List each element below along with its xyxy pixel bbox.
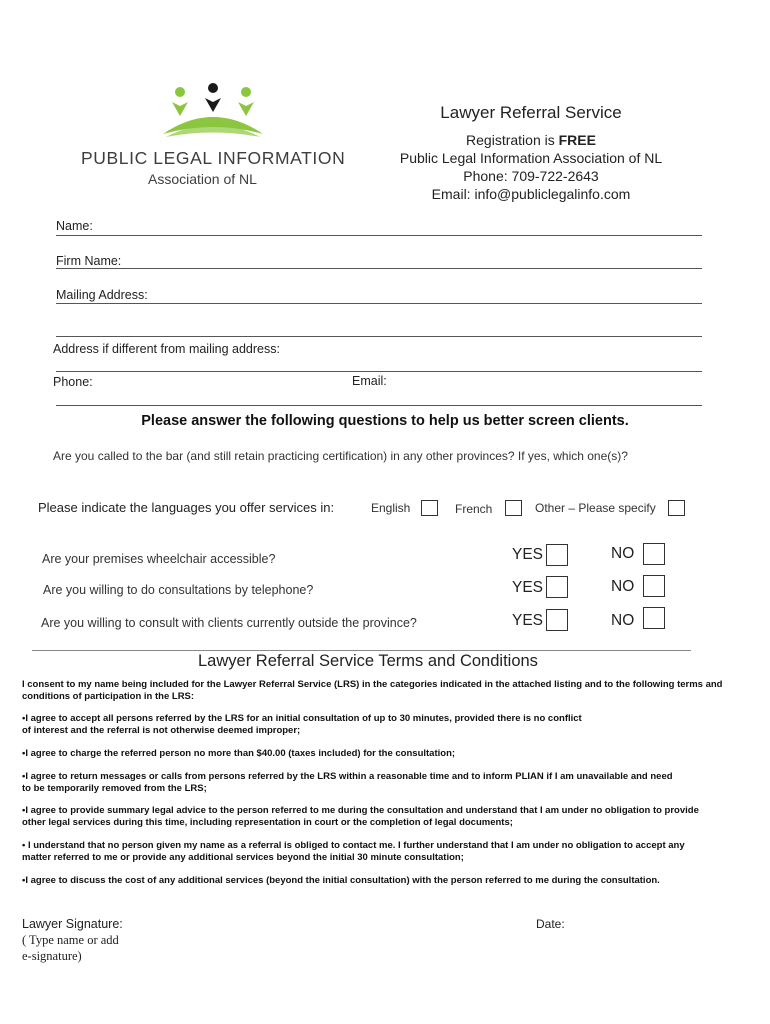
other-language-checkbox[interactable] bbox=[668, 500, 685, 516]
terms-item-4: •I agree to provide summary legal advice to the person referred to me during the consultation and understand that I am under no obligation to provide other legal services during this time, including representation in court or the completion of legal documents; bbox=[22, 805, 699, 828]
registration-note: Registration is FREE bbox=[466, 132, 596, 148]
logo-text-line2: Association of NL bbox=[148, 171, 257, 187]
french-label: French bbox=[455, 502, 493, 516]
service-title: Lawyer Referral Service bbox=[440, 103, 622, 122]
wheelchair-question: Are your premises wheelchair accessible? bbox=[42, 552, 276, 566]
telephone-no-checkbox[interactable] bbox=[643, 575, 665, 597]
mailing-address-field[interactable] bbox=[56, 303, 702, 304]
signature-hint-line1: ( Type name or add bbox=[22, 933, 119, 947]
service-header bbox=[378, 103, 684, 203]
firm-name-label: Firm Name: bbox=[56, 254, 122, 268]
phone-contact: Phone: 709-722-2643 bbox=[463, 168, 599, 184]
mailing-address-label: Mailing Address: bbox=[56, 288, 148, 302]
english-label: English bbox=[371, 501, 411, 515]
phone-label: Phone: bbox=[53, 375, 93, 389]
alt-address-label: Address if different from mailing address: bbox=[53, 342, 280, 356]
telephone-yes-label: YES bbox=[512, 579, 544, 596]
mailing-address-field-2[interactable] bbox=[56, 336, 702, 337]
firm-name-field[interactable] bbox=[56, 268, 702, 269]
outside-no-checkbox[interactable] bbox=[643, 607, 665, 629]
signature-block[interactable] bbox=[22, 916, 123, 964]
bar-question: Are you called to the bar (and still retain practicing certification) in any other provinces? If yes, which one(s)? bbox=[53, 449, 628, 463]
signature-hint-line2: e-signature) bbox=[22, 949, 82, 963]
terms-item-5: • I understand that no person given my name as a referral is obliged to contact me. I further understand that I am under no obligation to accept any matter referred to me or provide any additional services beyond the initial 30 minute consultation; bbox=[22, 840, 685, 863]
wheelchair-yes-label: YES bbox=[512, 546, 544, 563]
terms-item-3: •I agree to return messages or calls from persons referred by the LRS within a reasonable time and to inform PLIAN if I am unavailable and need to be temporarily removed from the LRS; bbox=[22, 771, 673, 794]
org-name: Public Legal Information Association of NL bbox=[399, 150, 663, 166]
pliank-logo bbox=[78, 82, 348, 192]
telephone-no-label: NO bbox=[611, 578, 635, 595]
date-label[interactable]: Date: bbox=[536, 917, 565, 931]
terms-item-2: •I agree to charge the referred person no more than $40.00 (taxes included) for the consultation; bbox=[22, 748, 456, 759]
people-arc-logo-icon bbox=[158, 82, 268, 142]
phone-email-field[interactable] bbox=[56, 405, 702, 406]
wheelchair-yes-checkbox[interactable] bbox=[546, 544, 568, 566]
outside-no-label: NO bbox=[611, 612, 635, 629]
name-field[interactable] bbox=[56, 235, 702, 236]
email-label: Email: bbox=[352, 374, 387, 388]
outside-province-question: Are you willing to consult with clients currently outside the province? bbox=[41, 616, 417, 630]
name-label: Name: bbox=[56, 219, 93, 233]
wheelchair-no-checkbox[interactable] bbox=[643, 543, 665, 565]
french-checkbox[interactable] bbox=[505, 500, 522, 516]
terms-item-6: •I agree to discuss the cost of any additional services (beyond the initial consultation) with the person referred to me during the consultation. bbox=[22, 875, 660, 886]
email-contact: Email: info@publiclegalinfo.com bbox=[431, 186, 631, 202]
terms-item-1: •I agree to accept all persons referred by the LRS for an initial consultation of up to 30 minutes, provided there is no conflict of interest and the referral is not otherwise deemed improper; bbox=[22, 713, 582, 736]
signature-label: Lawyer Signature: bbox=[22, 917, 123, 931]
wheelchair-no-label: NO bbox=[611, 545, 635, 562]
telephone-question: Are you willing to do consultations by telephone? bbox=[43, 583, 314, 597]
other-language-label: Other – Please specify bbox=[535, 501, 656, 515]
english-checkbox[interactable] bbox=[421, 500, 438, 516]
outside-yes-checkbox[interactable] bbox=[546, 609, 568, 631]
terms-consent: I consent to my name being included for the Lawyer Referral Service (LRS) in the categories indicated in the attached listing and to the following terms and conditions of participation in the LRS: bbox=[22, 679, 723, 702]
questions-heading: Please answer the following questions to help us better screen clients. bbox=[141, 413, 629, 429]
languages-prompt: Please indicate the languages you offer services in: bbox=[38, 500, 335, 515]
terms-title: Lawyer Referral Service Terms and Conditions bbox=[198, 652, 538, 670]
outside-yes-label: YES bbox=[512, 612, 544, 629]
logo-text-line1: PUBLIC LEGAL INFORMATION bbox=[81, 148, 346, 168]
section-divider bbox=[32, 650, 691, 651]
telephone-yes-checkbox[interactable] bbox=[546, 576, 568, 598]
alt-address-field[interactable] bbox=[56, 371, 702, 372]
